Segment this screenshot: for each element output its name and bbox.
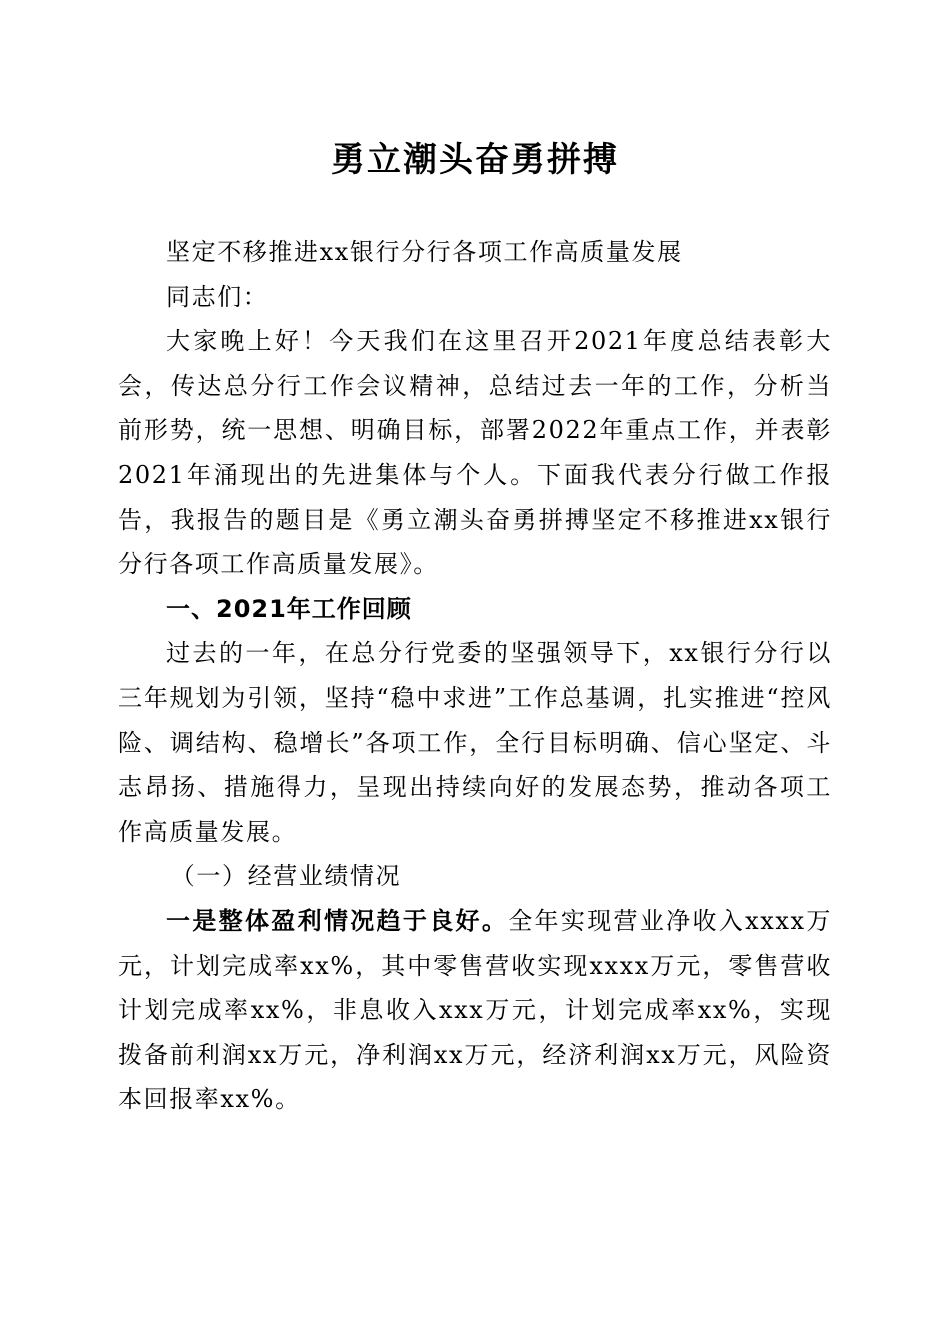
salutation: 同志们：	[166, 282, 269, 311]
document-title: 勇立潮头奋勇拼搏	[331, 140, 619, 180]
point-lead: 一是整体盈利情况趋于良好。	[166, 905, 509, 935]
subsection-heading: （一）经营业绩情况	[170, 862, 402, 891]
review-paragraph: 过去的一年，在总分行党委的坚强领导下，xx银行分行以三年规划为引领，坚持“稳中求进”工作总基调，扎实推进“控风险、调结构、稳增长”各项工作，全行目标明确、信心坚定、斗志昂扬、措施得力，呈现出持续向好的发展态势，推动各项工作高质量发展。	[118, 639, 832, 846]
intro-paragraph: 大家晚上好！今天我们在这里召开2021年度总结表彰大会，传达总分行工作会议精神，总结过去一年的工作，分析当前形势，统一思想、明确目标，部署2022年重点工作，并表彰2021年涌现出的先进集体与个人。下面我代表分行做工作报告，我报告的题目是《勇立潮头奋勇拼搏坚定不移推进xx银行分行各项工作高质量发展》。	[118, 327, 832, 579]
document-subtitle: 坚定不移推进xx银行分行各项工作高质量发展	[166, 238, 683, 266]
section-heading: 一、2021年工作回顾	[166, 594, 412, 623]
point-body: 全年实现营业净收入xxxx万元，计划完成率xx%，其中零售营收实现xxxx万元，零售营收计划完成率xx%，非息收入xxx万元，计划完成率xx%，实现拨备前利润xx万元，净利润xx万元，经济利润xx万元，风险资本回报率xx%。	[118, 906, 832, 1114]
document-body	[118, 230, 832, 1122]
performance-paragraph	[118, 899, 832, 1122]
